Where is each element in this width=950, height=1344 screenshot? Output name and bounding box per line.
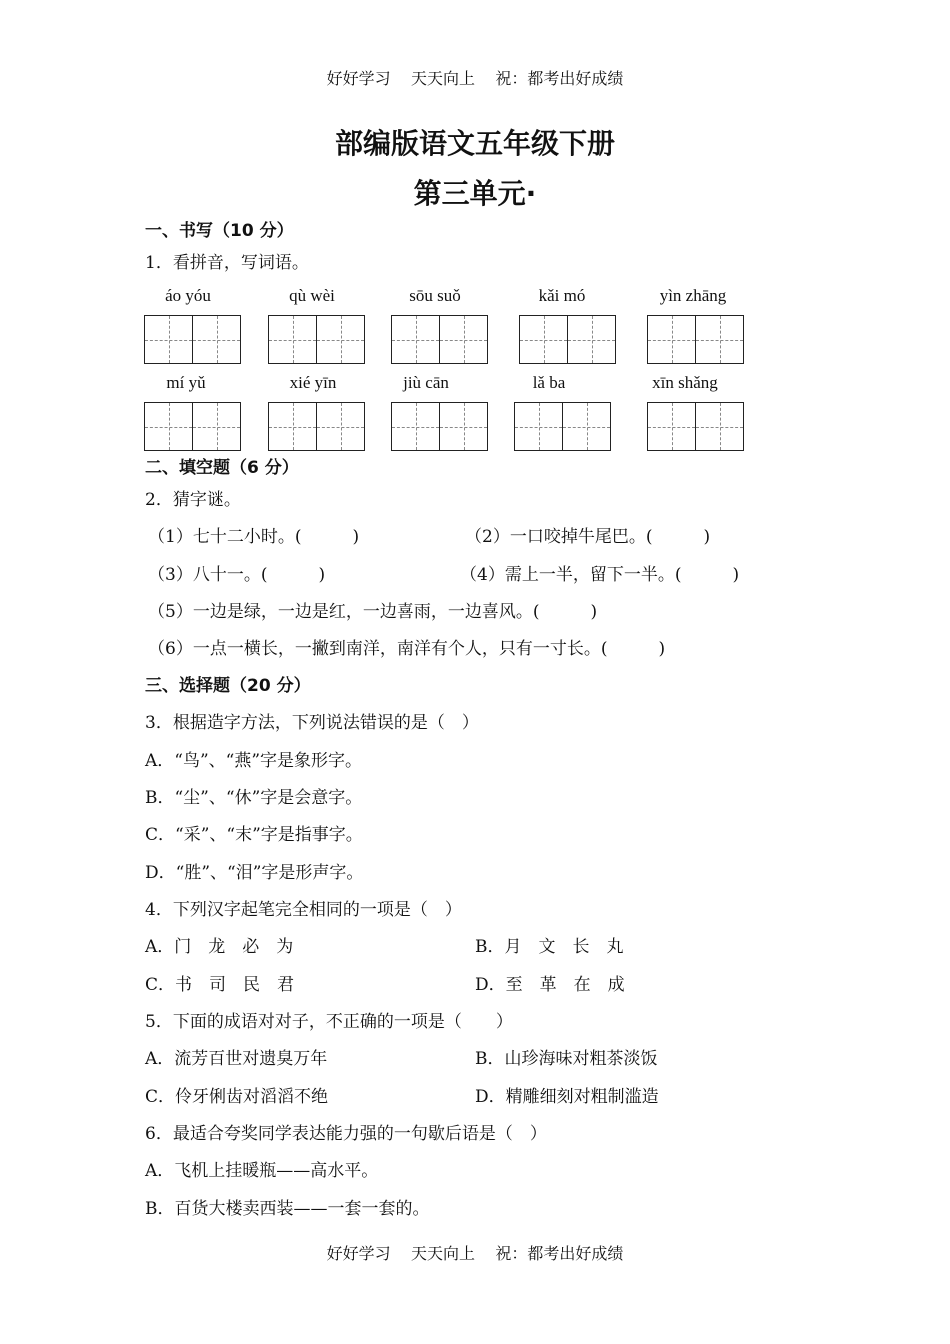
question-2: 2．猜字谜。 <box>145 490 241 510</box>
pinyin-label: yìn zhāng <box>659 286 727 305</box>
question-5: 5．下面的成语对对子，不正确的一项是（ ） <box>145 1012 513 1032</box>
pinyin-label: xié yīn <box>289 373 337 392</box>
option: B．月 文 长 丸 <box>475 937 624 957</box>
riddle-item: （4）需上一半，留下一半。( ) <box>460 565 740 585</box>
question-4: 4．下列汉字起笔完全相同的一项是（ ） <box>145 900 462 920</box>
pinyin-label: mí yǔ <box>166 373 206 392</box>
pinyin-label: xīn shǎng <box>652 373 718 392</box>
page-footer: 好好学习 天天向上 祝：都考出好成绩 <box>326 1244 624 1263</box>
question-6: 6．最适合夸奖同学表达能力强的一句歇后语是（ ） <box>145 1124 547 1144</box>
writing-grid[interactable] <box>391 402 488 451</box>
option: C．伶牙俐齿对滔滔不绝 <box>145 1087 329 1107</box>
writing-grid[interactable] <box>647 315 744 364</box>
question-1: 1．看拼音，写词语。 <box>145 253 309 273</box>
pinyin-label: áo yóu <box>165 286 211 305</box>
pinyin-label: kǎi mó <box>538 286 586 305</box>
section-3-heading: 三、选择题（20 分） <box>145 676 311 696</box>
riddle-item: （5）一边是绿，一边是红，一边喜雨，一边喜风。( ) <box>148 602 598 622</box>
option: D．至 革 在 成 <box>475 975 625 995</box>
page-title: 部编版语文五年级下册 <box>334 127 615 160</box>
writing-grid[interactable] <box>647 402 744 451</box>
pinyin-label: qù wèi <box>289 286 335 305</box>
pinyin-label: lǎ ba <box>532 373 566 392</box>
writing-grid[interactable] <box>519 315 616 364</box>
page-header: 好好学习 天天向上 祝：都考出好成绩 <box>326 69 624 88</box>
writing-grid[interactable] <box>144 315 241 364</box>
section-2-heading: 二、填空题（6 分） <box>145 458 299 478</box>
option: C．“采”、“末”字是指事字。 <box>145 825 363 845</box>
option: A．飞机上挂暖瓶——高水平。 <box>145 1161 379 1181</box>
writing-grid[interactable] <box>514 402 611 451</box>
section-1-heading: 一、书写（10 分） <box>145 221 294 241</box>
option: B．“尘”、“休”字是会意字。 <box>145 788 363 808</box>
question-3: 3．根据造字方法，下列说法错误的是（ ） <box>145 713 479 733</box>
riddle-item: （1）七十二小时。( ) <box>148 527 360 547</box>
option: B．百货大楼卖西装——一套一套的。 <box>145 1199 430 1219</box>
option: A．“鸟”、“燕”字是象形字。 <box>145 751 363 771</box>
option: C．书 司 民 君 <box>145 975 295 995</box>
writing-grid[interactable] <box>144 402 241 451</box>
page-subtitle: 第三单元· <box>413 177 537 210</box>
writing-grid[interactable] <box>268 402 365 451</box>
riddle-item: （2）一口咬掉牛尾巴。( ) <box>465 527 711 547</box>
pinyin-label: jiù cān <box>403 373 449 392</box>
option: B．山珍海味对粗茶淡饭 <box>475 1049 658 1069</box>
riddle-item: （6）一点一横长，一撇到南洋，南洋有个人，只有一寸长。( ) <box>148 639 666 659</box>
option: D．精雕细刻对粗制滥造 <box>475 1087 659 1107</box>
writing-grid[interactable] <box>268 315 365 364</box>
pinyin-label: sōu suǒ <box>409 286 461 305</box>
option: A．门 龙 必 为 <box>145 937 294 957</box>
option: D．“胜”、“泪”字是形声字。 <box>145 863 364 883</box>
riddle-item: （3）八十一。( ) <box>148 565 326 585</box>
writing-grid[interactable] <box>391 315 488 364</box>
option: A．流芳百世对遗臭万年 <box>145 1049 328 1069</box>
